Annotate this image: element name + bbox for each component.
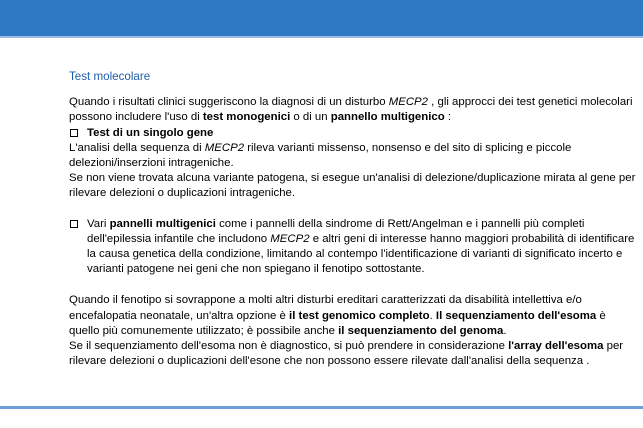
checkbox-bullet-icon bbox=[70, 220, 78, 228]
intro-multigenic: pannello multigenico bbox=[330, 111, 445, 124]
spacer bbox=[69, 202, 637, 217]
header-bar bbox=[0, 0, 643, 36]
intro-gene: MECP2 bbox=[388, 96, 428, 109]
closing-paragraph-2 bbox=[69, 339, 637, 369]
single-gene-text-1: L'analisi della sequenza di bbox=[69, 141, 205, 154]
closing-genomic-test: il test genomico completo bbox=[289, 309, 430, 322]
single-gene-gene: MECP2 bbox=[204, 141, 245, 154]
closing-text-6: per rilevare delezioni o duplicazioni dell'esone che non possono essere rilevate dall'analisi della sequenza . bbox=[69, 340, 624, 368]
spacer bbox=[69, 277, 637, 293]
closing-text-1: Quando il fenotipo si sovrappone a molti altri disturbi ereditari caratterizzati da disabilità intellettiva e/o encefalopatia neonatale, un'altra opzione è bbox=[69, 294, 582, 322]
intro-text-2: , gli approcci dei test genetici molecolari possono includere l'uso di bbox=[69, 96, 633, 124]
closing-text-4: . bbox=[503, 324, 507, 337]
intro-text-4: : bbox=[444, 111, 452, 124]
intro-text-3: o di un bbox=[290, 111, 331, 124]
multigene-text-1: Vari bbox=[87, 217, 110, 230]
closing-exome: Il sequenziamento dell'esoma bbox=[435, 309, 597, 322]
header-rule bbox=[0, 36, 643, 38]
multigene-bold: pannelli multigenici bbox=[109, 217, 216, 230]
slide-content bbox=[69, 69, 637, 369]
closing-genome: il sequenziamento del genoma bbox=[338, 324, 504, 337]
closing-text-3: è quello più comunemente utilizzato; è possibile anche bbox=[69, 309, 606, 337]
single-gene-line-1 bbox=[69, 141, 637, 171]
multigene-text-3: e altri geni di interesse hanno maggiori probabilità di identificare la causa genetica della condizione, limitando al contempo l'identificazione di varianti di significato incerto e varianti patogene nei geni che non spiegano il fenotipo sottostante. bbox=[87, 232, 635, 276]
multigene-bullet bbox=[69, 217, 637, 278]
section-heading: Test molecolare bbox=[69, 70, 151, 83]
single-gene-title: Test di un singolo gene bbox=[87, 126, 214, 139]
multigene-paragraph bbox=[87, 217, 637, 278]
single-gene-text-2: rileva varianti missenso, nonsenso e del sito di splicing e piccole delezioni/inserzioni intrageniche. bbox=[69, 141, 572, 170]
intro-text-1: Quando i risultati clinici suggeriscono la diagnosi di un disturbo bbox=[69, 96, 389, 109]
closing-exome-array: l'array dell'esoma bbox=[508, 340, 604, 353]
intro-paragraph bbox=[69, 95, 637, 125]
closing-text-2: . bbox=[429, 309, 436, 322]
single-gene-line-2: Se non viene trovata alcuna variante patogena, si esegue un'analisi di delezione/duplicazione mirata al gene per rilevare delezioni o duplicazioni intrageniche. bbox=[69, 172, 636, 200]
multigene-text-2: come i pannelli della sindrome di Rett/Angelman e i pannelli più completi dell'epilessia infantile che includono bbox=[87, 217, 585, 245]
closing-paragraph bbox=[69, 293, 637, 339]
multigene-gene: MECP2 bbox=[270, 232, 310, 245]
closing-text-5: Se il sequenziamento dell'esoma non è diagnostico, si può prendere in considerazione bbox=[69, 340, 509, 353]
intro-monogenic: test monogenici bbox=[202, 111, 291, 124]
footer-rule bbox=[0, 406, 643, 409]
checkbox-bullet-icon bbox=[70, 129, 78, 137]
single-gene-bullet bbox=[69, 126, 637, 141]
